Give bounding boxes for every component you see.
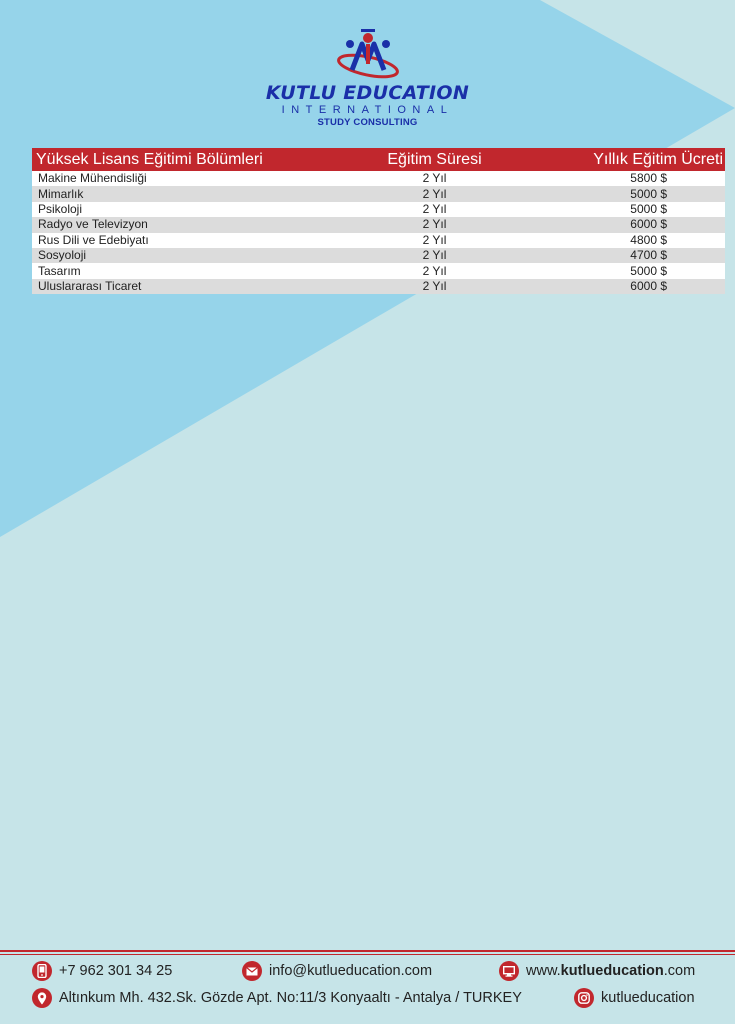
footer-divider-thin — [0, 954, 735, 955]
program-fee: 5000 $ — [509, 202, 725, 217]
website-url — [526, 963, 695, 979]
envelope-icon — [242, 961, 262, 981]
program-name: Rus Dili ve Edebiyatı — [32, 233, 360, 248]
program-duration: 2 Yıl — [360, 202, 509, 217]
table-row — [32, 233, 725, 248]
website-domain: kutlueducation — [560, 963, 664, 979]
header-program: Yüksek Lisans Eğitimi Bölümleri — [32, 148, 360, 171]
footer-email[interactable] — [242, 961, 432, 981]
program-fee: 6000 $ — [509, 279, 725, 294]
program-duration: 2 Yıl — [360, 233, 509, 248]
website-suffix: .com — [663, 963, 696, 979]
table-row — [32, 171, 725, 186]
location-pin-icon — [32, 988, 52, 1008]
table-row — [32, 217, 725, 232]
program-name: Mimarlık — [32, 186, 360, 201]
program-duration: 2 Yıl — [360, 217, 509, 232]
program-name: Makine Mühendisliği — [32, 171, 360, 186]
table-row — [32, 263, 725, 278]
program-duration: 2 Yıl — [360, 171, 509, 186]
program-fee: 5000 $ — [509, 186, 725, 201]
logo-name: KUTLU EDUCATION — [265, 82, 470, 104]
website-prefix: www. — [526, 963, 561, 979]
phone-icon — [32, 961, 52, 981]
header-duration: Eğitim Süresi — [360, 148, 509, 171]
program-duration: 2 Yıl — [360, 263, 509, 278]
program-duration: 2 Yıl — [360, 279, 509, 294]
logo-emblem-icon — [332, 20, 404, 82]
table-header-row — [32, 148, 725, 171]
program-fee: 5800 $ — [509, 171, 725, 186]
program-fee: 4700 $ — [509, 248, 725, 263]
header-fee: Yıllık Eğitim Ücreti — [509, 148, 725, 171]
footer-phone[interactable] — [32, 961, 172, 981]
program-duration: 2 Yıl — [360, 186, 509, 201]
logo-subtitle: INTERNATIONAL — [281, 104, 454, 116]
logo-tagline: STUDY CONSULTING — [317, 117, 418, 128]
program-fee: 4800 $ — [509, 233, 725, 248]
program-name: Sosyoloji — [32, 248, 360, 263]
monitor-icon — [499, 961, 519, 981]
company-logo — [255, 20, 480, 132]
programs-table — [32, 148, 723, 294]
program-name: Radyo ve Televizyon — [32, 217, 360, 232]
table-row — [32, 248, 725, 263]
table-row — [32, 202, 725, 217]
program-duration: 2 Yıl — [360, 248, 509, 263]
program-fee: 6000 $ — [509, 217, 725, 232]
instagram-icon — [574, 988, 594, 1008]
program-fee: 5000 $ — [509, 263, 725, 278]
program-name: Psikoloji — [32, 202, 360, 217]
footer-address — [32, 988, 522, 1008]
program-name: Uluslararası Ticaret — [32, 279, 360, 294]
address-text: Altınkum Mh. 432.Sk. Gözde Apt. No:11/3 Konyaaltı - Antalya / TURKEY — [59, 990, 522, 1006]
phone-number: +7 962 301 34 25 — [59, 963, 173, 979]
footer-instagram[interactable] — [574, 988, 695, 1008]
footer-website[interactable] — [499, 961, 695, 981]
email-address: info@kutlueducation.com — [269, 963, 433, 979]
table-row — [32, 186, 725, 201]
footer-divider — [0, 950, 735, 952]
program-name: Tasarım — [32, 263, 360, 278]
instagram-handle: kutlueducation — [601, 990, 695, 1006]
table-row — [32, 279, 725, 294]
